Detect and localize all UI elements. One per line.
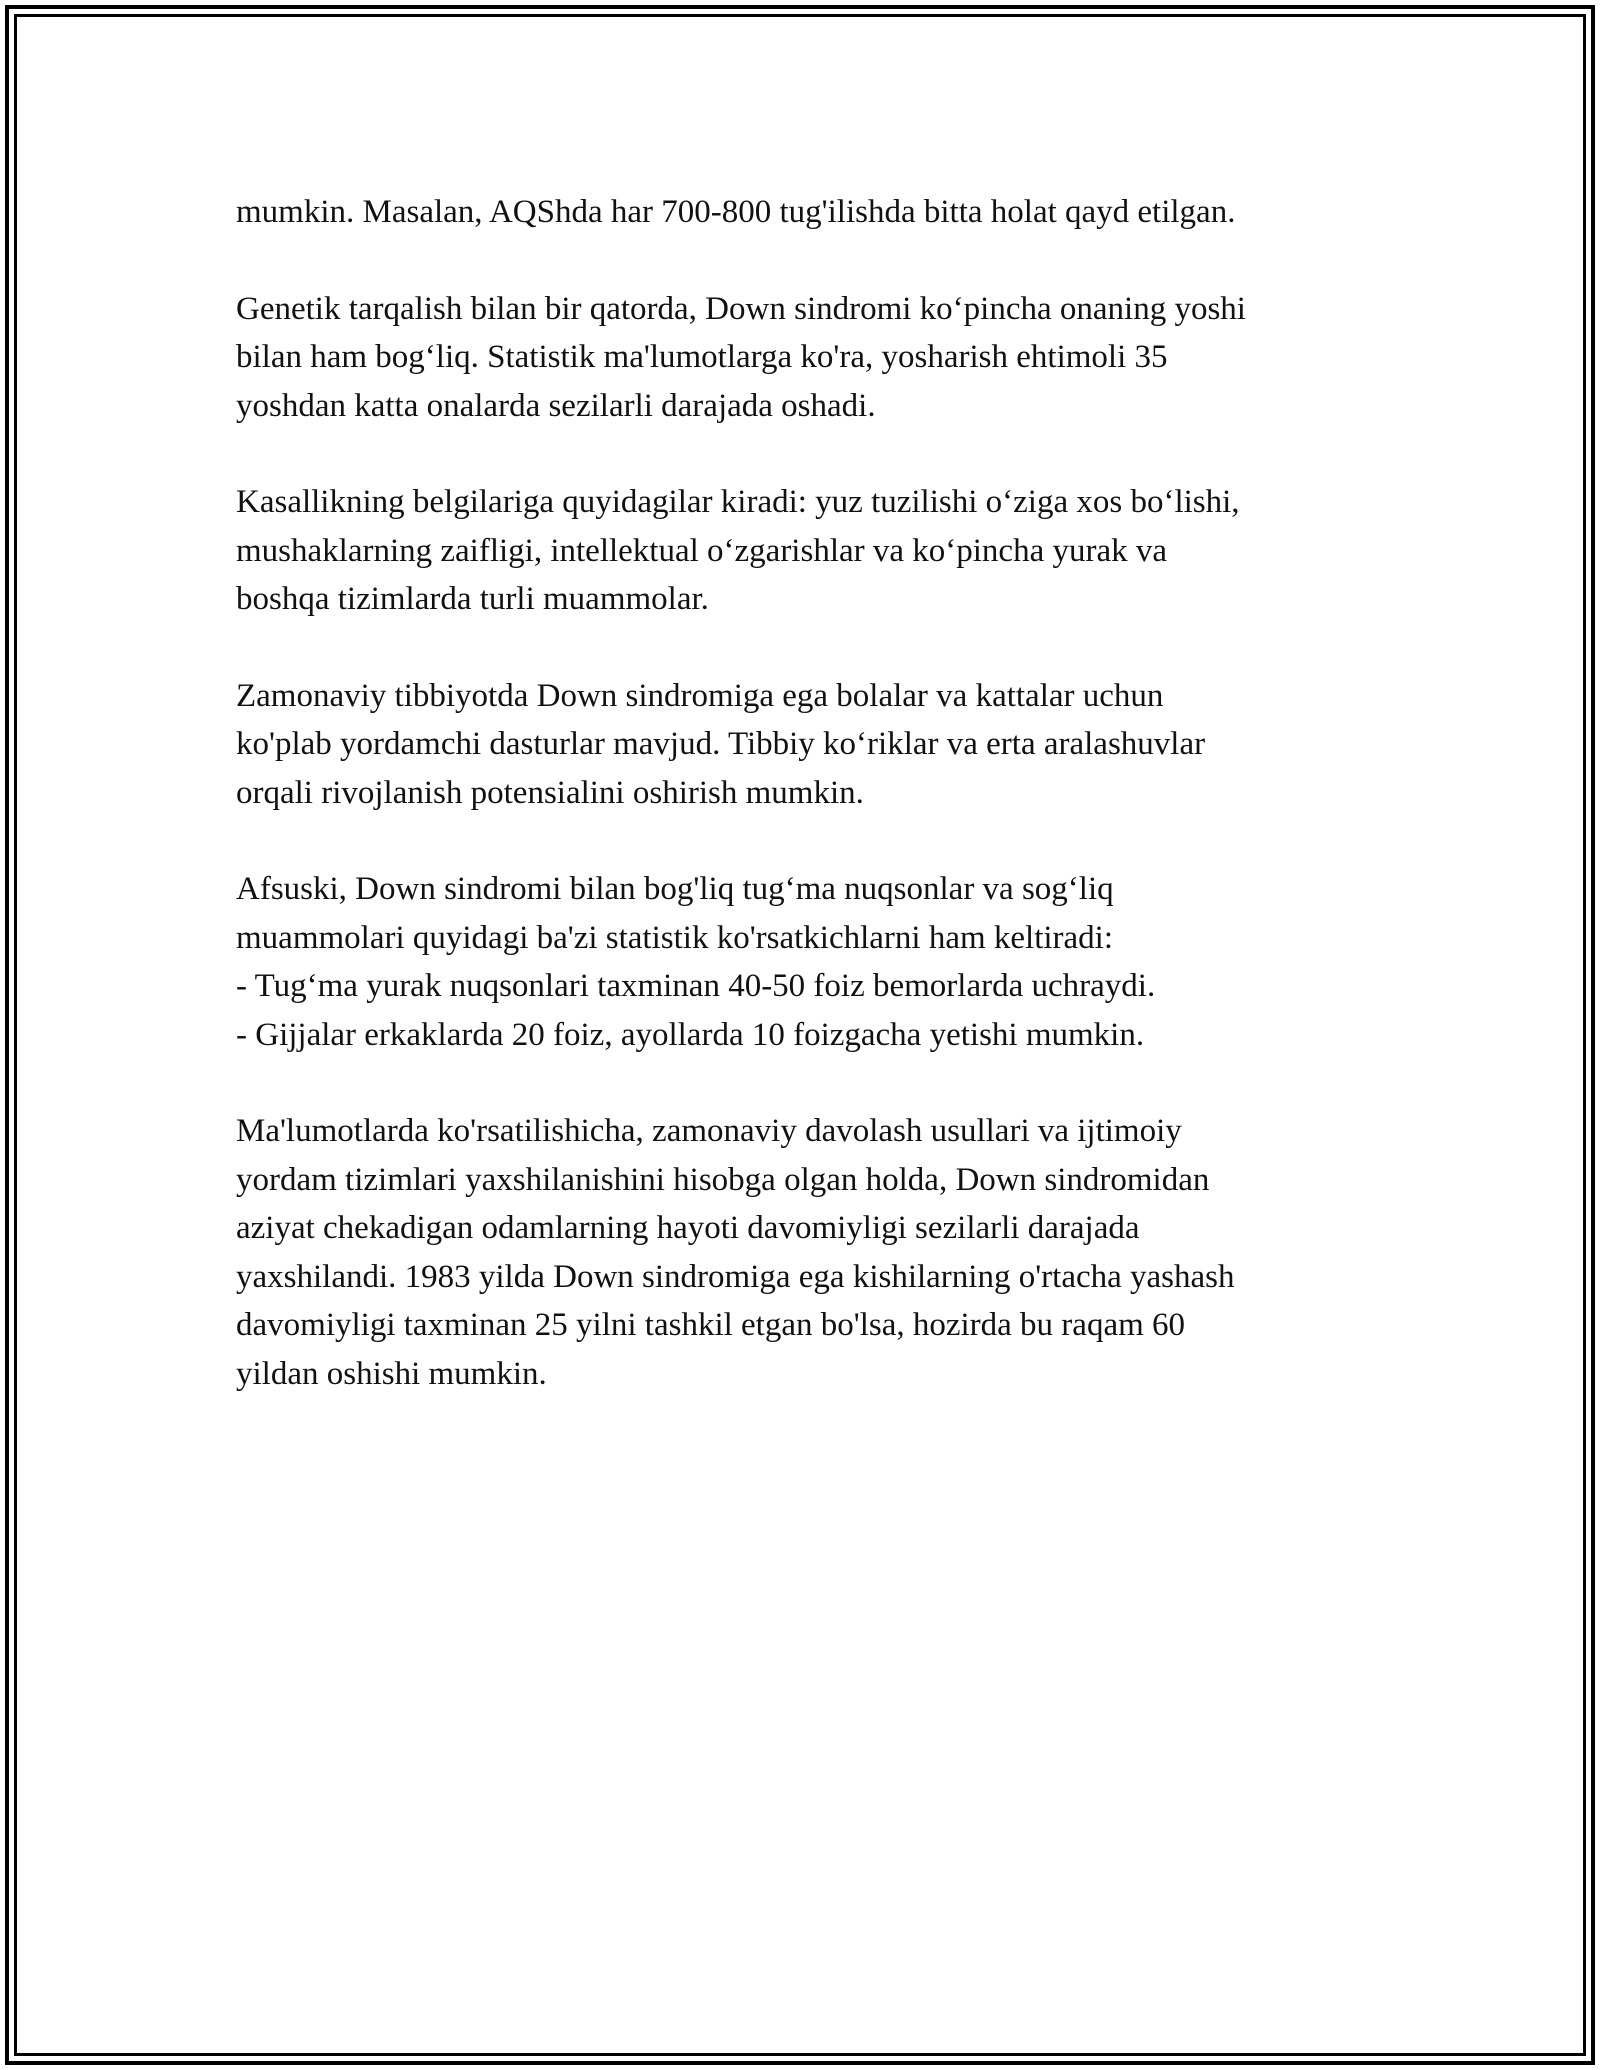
paragraph-health-statistics xyxy=(236,865,1386,1059)
paragraph-symptoms xyxy=(236,478,1386,624)
text-line: Afsuski, Down sindromi bilan bog'liq tug‘ma nuqsonlar va sog‘liq xyxy=(236,871,1114,907)
text-line: Zamonaviy tibbiyotda Down sindromiga ega bolalar va kattalar uchun xyxy=(236,677,1164,714)
paragraph-maternal-age xyxy=(236,285,1386,431)
paragraph-support-programs xyxy=(236,672,1386,818)
text-line: orqali rivojlanish potensialini oshirish mumkin. xyxy=(236,774,864,811)
text-line: Genetik tarqalish bilan bir qatorda, Down sindromi ko‘pincha onaning yoshi xyxy=(236,290,1246,327)
paragraph-life-expectancy xyxy=(236,1107,1386,1398)
text-line: mumkin. Masalan, AQShda har 700-800 tug'ilishda bitta holat qayd etilgan. xyxy=(236,194,1236,230)
text-line: Kasallikning belgilariga quyidagilar kiradi: yuz tuzilishi o‘ziga xos bo‘lishi, xyxy=(236,484,1240,520)
text-line: Ma'lumotlarda ko'rsatilishicha, zamonaviy davolash usullari va ijtimoiy xyxy=(236,1113,1182,1149)
text-line: bilan ham bog‘liq. Statistik ma'lumotlarga ko'ra, yosharish ehtimoli 35 xyxy=(236,339,1168,375)
document-body xyxy=(236,188,1386,1446)
text-line: yoshdan katta onalarda sezilarli darajada oshadi. xyxy=(236,387,876,424)
list-item: - Tug‘ma yurak nuqsonlari taxminan 40-50 foiz bemorlarda uchraydi. xyxy=(236,968,1156,1004)
text-line: yordam tizimlari yaxshilanishini hisobga olgan holda, Down sindromidan xyxy=(236,1161,1210,1198)
text-line: aziyat chekadigan odamlarning hayoti davomiyligi sezilarli darajada xyxy=(236,1210,1140,1246)
text-line: mushaklarning zaifligi, intellektual o‘zgarishlar va ko‘pincha yurak va xyxy=(236,532,1168,569)
text-line: boshqa tizimlarda turli muammolar. xyxy=(236,581,709,617)
text-line: davomiyligi taxminan 25 yilni tashkil etgan bo'lsa, hozirda bu raqam 60 xyxy=(236,1307,1186,1343)
paragraph-us-birth-rate xyxy=(236,188,1386,237)
text-line: yildan oshishi mumkin. xyxy=(236,1355,547,1392)
text-line: yaxshilandi. 1983 yilda Down sindromiga ega kishilarning o'rtacha yashash xyxy=(236,1258,1235,1295)
list-item: - Gijjalar erkaklarda 20 foiz, ayollarda 10 foizgacha yetishi mumkin. xyxy=(236,1016,1145,1053)
text-line: ko'plab yordamchi dasturlar mavjud. Tibbiy ko‘riklar va erta aralashuvlar xyxy=(236,726,1206,762)
text-line: muammolari quyidagi ba'zi statistik ko'rsatkichlarni ham keltiradi: xyxy=(236,919,1114,956)
